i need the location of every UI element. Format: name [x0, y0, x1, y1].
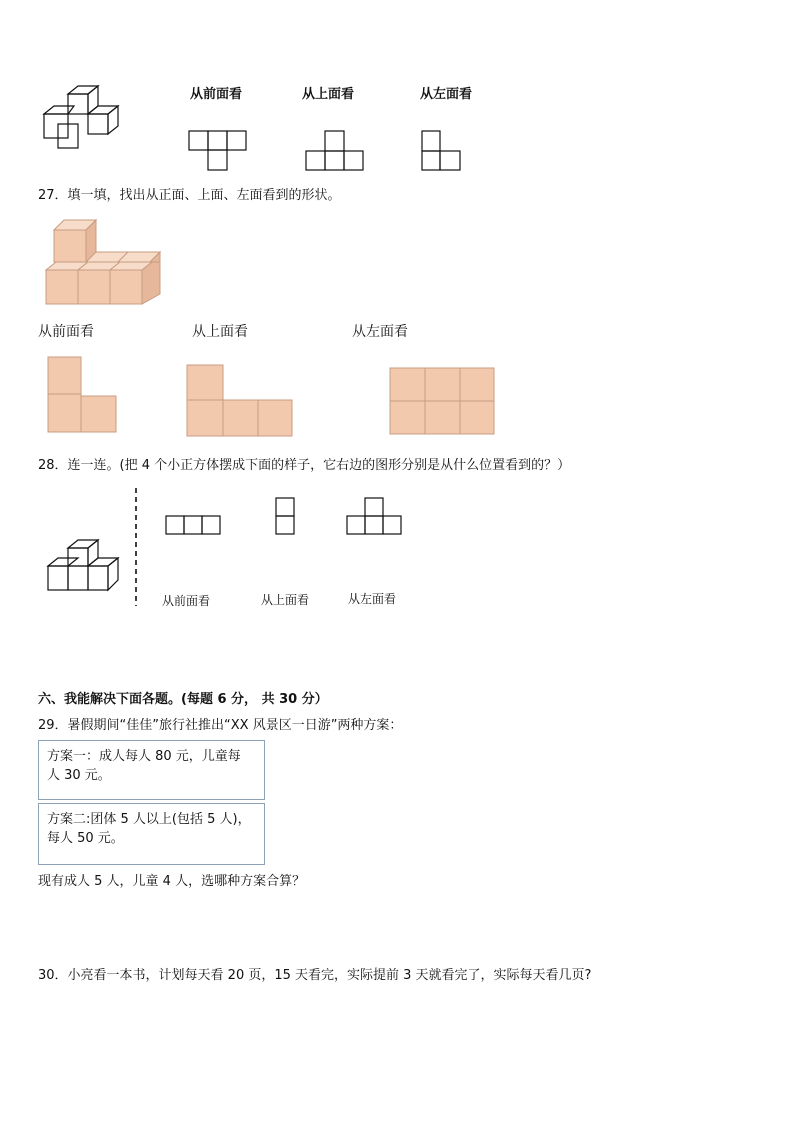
q26-view-top [304, 130, 366, 172]
q29-plan1-box [38, 740, 265, 800]
q26-label-top: 从上面看 [302, 87, 355, 102]
q29-ask: 现有成人 5 人，儿童 4 人，选哪种方案合算？ [38, 874, 306, 889]
q28-label-top: 从上面看 [261, 593, 310, 607]
q28-cube-figure [44, 534, 126, 594]
q26-view-front [188, 130, 248, 172]
q27-label-front: 从前面看 [38, 324, 94, 340]
q26-label-left: 从左面看 [420, 87, 473, 102]
q28-divider-dashed-line [134, 488, 138, 606]
q28-shape-column [275, 497, 297, 537]
q27-label-left: 从左面看 [352, 324, 408, 340]
q28-label-left: 从左面看 [348, 592, 397, 606]
q27-label-top: 从上面看 [192, 324, 248, 340]
q30-question: 30．小亮看一本书，计划每天看 20 页，15 天看完，实际提前 3 天就看完了，实际每天看几页? [38, 968, 592, 983]
q29-question: 29．暑假期间“佳佳”旅行社推出“XX 风景区一日游”两种方案： [38, 718, 403, 733]
q27-view-front [47, 356, 119, 434]
q26-label-front: 从前面看 [190, 87, 243, 102]
q27-view-left [389, 367, 497, 437]
q28-question: 28．连一连。(把 4 个小正方体摆成下面的样子，它右边的图形分别是从什么位置看到的？） [38, 458, 571, 473]
q28-shape-row [165, 515, 223, 537]
q29-plan2-box [38, 803, 265, 865]
q28-label-front: 从前面看 [162, 594, 211, 608]
section6-heading: 六、我能解决下面各题。(每题 6 分， 共 30 分） [38, 692, 328, 707]
q29-plan1-line1: 方案一：成人每人 80 元，儿童每 [47, 749, 241, 764]
q29-plan2-line1: 方案二:团体 5 人以上(包括 5 人)， [47, 812, 251, 827]
q28-shape-t [346, 497, 404, 537]
q27-view-top [186, 364, 294, 438]
q27-question: 27．填一填，找出从正面、上面、左面看到的形状。 [38, 188, 341, 203]
q26-cube-figure [40, 82, 130, 154]
q29-plan2-line2: 每人 50 元。 [47, 831, 124, 846]
q27-cube-figure [44, 218, 170, 308]
q29-plan1-line2: 人 30 元。 [47, 768, 111, 783]
q26-view-left [420, 130, 464, 172]
